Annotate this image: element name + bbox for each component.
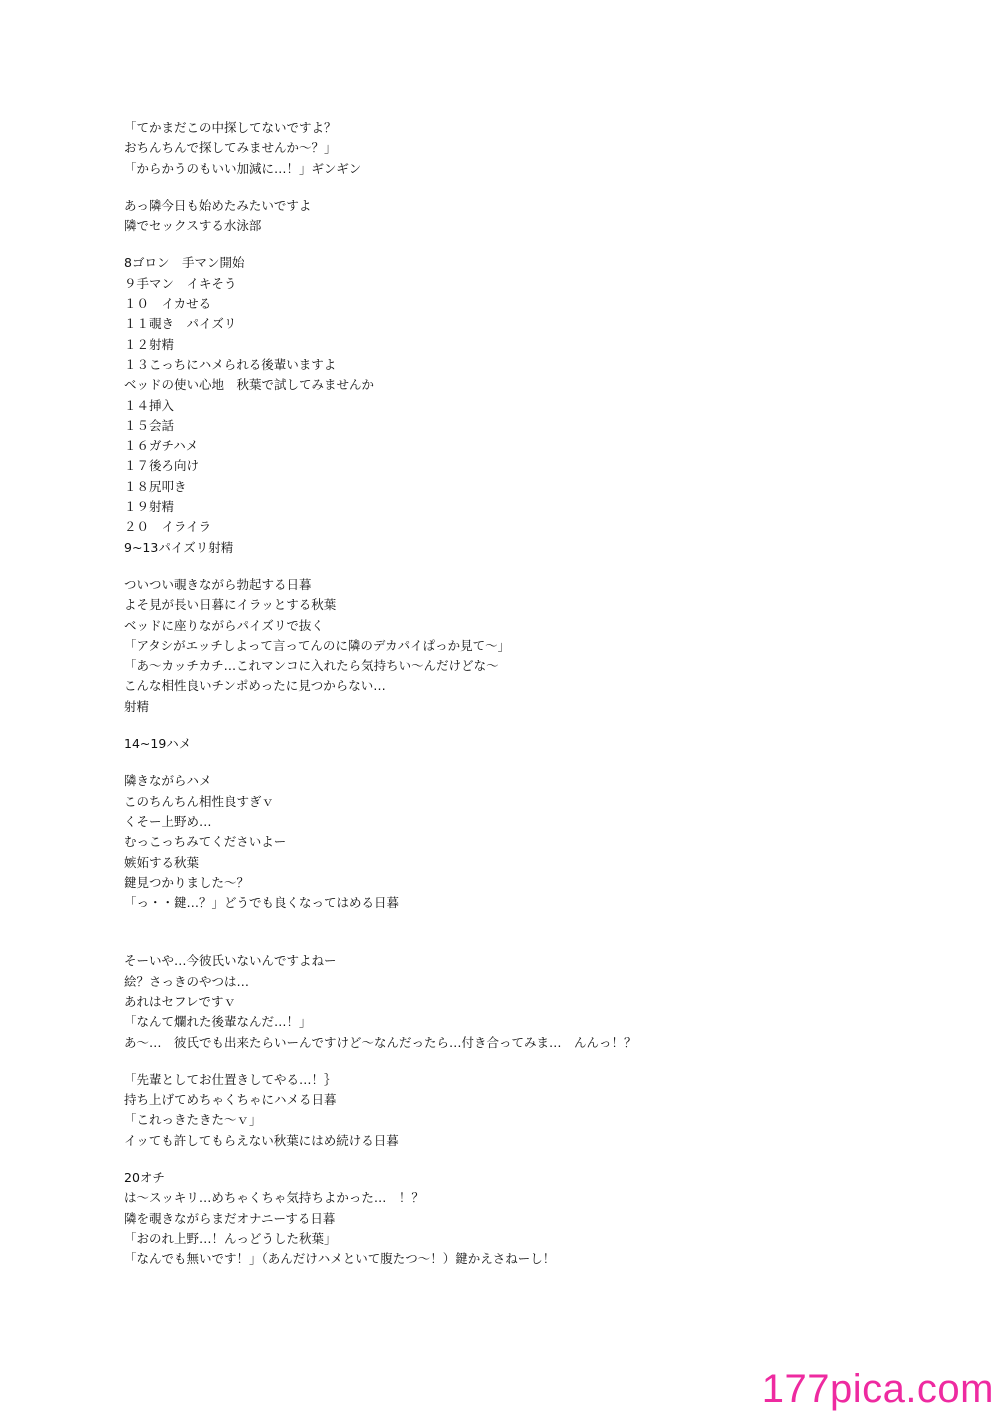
paragraph-gap (124, 1151, 944, 1168)
text-line: 射精 (124, 698, 150, 714)
paragraph-gap (124, 913, 944, 951)
text-line: 「なんでも無いです！」（あんだけハメといて腹たつ〜！）鍵かえさねーし！ (124, 1251, 556, 1267)
text-line: このちんちん相性良すぎｖ (124, 793, 275, 809)
text-line: そーいや…今彼氏いないんですよねー (124, 953, 337, 969)
text-line: よそ見が長い日暮にイラッとする秋葉 (124, 597, 337, 613)
text-line: おちんちんで探してみませんか〜？」 (124, 140, 337, 156)
paragraph (124, 771, 944, 913)
paragraph-gap (124, 1053, 944, 1070)
text-line: 隣きながらハメ (124, 773, 212, 789)
text-line: ９手マン イキそう (124, 275, 237, 291)
paragraph (124, 1070, 944, 1151)
paragraph (124, 196, 944, 237)
text-line: 20オチ (124, 1170, 165, 1186)
text-line: 「からかうのもいい加減に…！」ギンギン (124, 160, 362, 176)
text-line: １０ イカせる (124, 296, 212, 312)
text-line: あっ隣今日も始めたみたいですよ (124, 197, 312, 213)
text-line: ベッドに座りながらパイズリで抜く (124, 617, 324, 633)
text-line: むっこっちみてくださいよー (124, 834, 287, 850)
paragraph-gap (124, 754, 944, 771)
text-line: ついつい覗きながら勃起する日暮 (124, 576, 312, 592)
text-line: イッても許してもらえない秋葉にはめ続ける日暮 (124, 1132, 399, 1148)
paragraph (124, 734, 944, 754)
text-line: 隣でセックスする水泳部 (124, 218, 262, 234)
text-line: １６ガチハメ (124, 438, 199, 454)
document-body (124, 118, 944, 1270)
paragraph (124, 118, 944, 179)
text-line: １８尻叩き (124, 478, 187, 494)
paragraph (124, 253, 944, 557)
text-line: こんな相性良いチンポめったに見つからない… (124, 678, 386, 694)
text-line: あ〜… 彼氏でも出来たらいーんですけど〜なんだったら…付き合ってみま… んんっ！？ (124, 1034, 637, 1050)
text-line: ２０ イライラ (124, 519, 212, 535)
text-line: 隣を覗きながらまだオナニーする日暮 (124, 1210, 336, 1226)
text-line: 鍵見つかりました〜？ (124, 874, 250, 890)
paragraph-gap (124, 558, 944, 575)
watermark: 177pica.com (761, 1367, 994, 1411)
text-line: は〜スッキリ…めちゃくちゃ気持ちよかった… ！？ (124, 1190, 424, 1206)
text-line: 14~19ハメ (124, 736, 192, 752)
text-line: １１覗き パイズリ (124, 316, 237, 332)
text-line: 嫉妬する秋葉 (124, 854, 200, 870)
text-line: 「これっきたきた〜ｖ」 (124, 1112, 262, 1128)
text-line: １９射精 (124, 499, 175, 515)
text-line: 「っ・・鍵…？」どうでも良くなってはめる日暮 (124, 895, 400, 911)
text-line: 「なんて爛れた後輩なんだ…！」 (124, 1014, 312, 1030)
text-line: 8ゴロン 手マン開始 (124, 255, 245, 271)
paragraph (124, 1168, 944, 1269)
text-line: １４挿入 (124, 397, 175, 413)
text-line: 「てかまだこの中探してないですよ？ (124, 120, 337, 135)
text-line: １３こっちにハメられる後輩いますよ (124, 356, 337, 372)
text-line: ベッドの使い心地 秋葉で試してみませんか (124, 377, 375, 393)
paragraph (124, 575, 944, 717)
text-line: １７後ろ向け (124, 458, 200, 474)
text-line: 持ち上げてめちゃくちゃにハメる日暮 (124, 1092, 337, 1108)
text-line: 「アタシがエッチしよって言ってんのに隣のデカパイぱっか見て〜」 (124, 637, 511, 653)
text-line: 「おのれ上野…！んっどうした秋葉」 (124, 1230, 337, 1246)
paragraph-gap (124, 236, 944, 253)
text-line: くそー上野め… (124, 813, 212, 829)
text-line: あれはセフレですｖ (124, 993, 237, 1009)
paragraph-gap (124, 179, 944, 196)
text-line: 9~13パイズリ射精 (124, 539, 234, 555)
text-line: 絵？さっきのやつは… (124, 973, 250, 989)
text-line: １５会話 (124, 417, 175, 433)
text-line: 「先輩としてお仕置きしてやる…！｝ (124, 1071, 337, 1087)
paragraph-gap (124, 717, 944, 734)
paragraph (124, 951, 944, 1052)
text-line: 「あ〜カッチカチ…これマンコに入れたら気持ちい〜んだけどな〜 (124, 658, 499, 674)
text-line: １２射精 (124, 336, 175, 352)
